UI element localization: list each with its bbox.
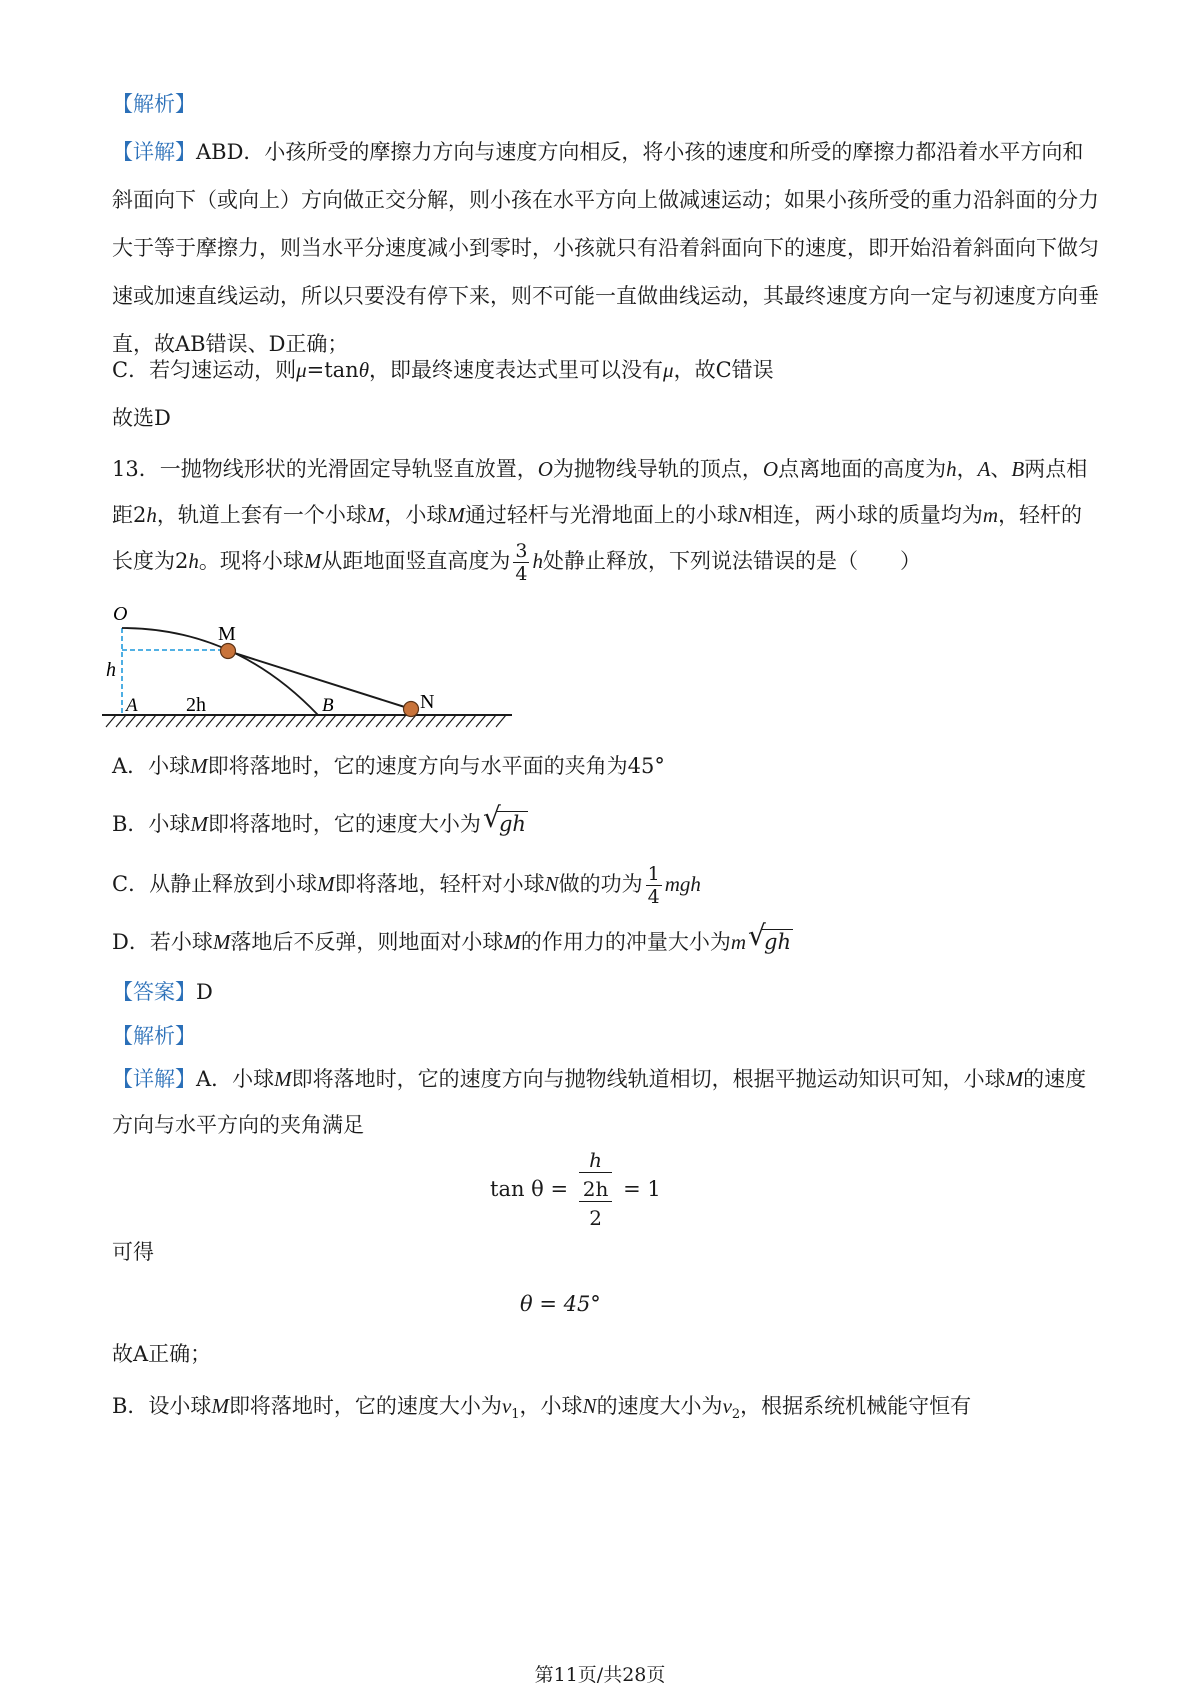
- detail-paragraph-1: [112, 128, 1102, 368]
- sqrt-gh-2: √ gh: [748, 919, 791, 954]
- detail-text: ABD．小孩所受的摩擦力方向与速度方向相反，将小孩的速度和所受的摩擦力都沿着水平方向和斜面向下（或向上）方向做正交分解，则小孩在水平方向上做减速运动；如果小孩所受的重力沿斜面的分力大于等于摩擦力，则当水平分速度减小到零时，小孩就只有沿着斜面向下的速度，即开始沿着斜面向下做匀速或加速直线运动，所以只要没有停下来，则不可能一直做曲线运动，其最终速度方向一定与初速度方向垂直，故AB错误、D正确；: [112, 140, 1099, 356]
- detail-paragraph-b: B．设小球M即将落地时，它的速度大小为$v_1$，小球N的速度大小为$v_2$，根据系统机械能守恒有: [112, 1394, 972, 1423]
- equation-tan-theta: tan θ = h 2h 2 = 1: [490, 1148, 661, 1230]
- fraction-three-quarters: $\frac{3}{4}$: [515, 540, 528, 585]
- section-label-analysis-2: 【解析】: [112, 1024, 196, 1048]
- a-correct-text: 故A正确；: [112, 1342, 212, 1366]
- label-a: A: [126, 695, 138, 716]
- thus-text: 可得: [112, 1240, 154, 1264]
- ball-m: [221, 644, 236, 659]
- section-label-analysis: 【解析】: [112, 92, 196, 116]
- question-13-stem: 13．一抛物线形状的光滑固定导轨竖直放置，O为抛物线导轨的顶点，O点离地面的高度为h，A、B两点相距2h，轨道上套有一个小球M，小球M通过轻杆与光滑地面上的小球N相连，两小球的质量均为m，轻杆的长度为2h。现将小球M从距地面竖直高度为 $\frac{3}{4}$ h处静止释放，下列说法错误的是（ ）: [112, 457, 1088, 585]
- ground-hatching: [106, 715, 506, 727]
- page-footer: 第11页/共28页: [534, 1664, 666, 1686]
- option-c-explanation: C．若匀速运动，则μ=tanθ，即最终速度表达式里可以没有μ，故C错误: [112, 358, 774, 382]
- parabola-track-figure: [100, 598, 530, 738]
- option-a: A．小球M即将落地时，它的速度方向与水平面的夹角为45°: [112, 754, 665, 778]
- label-n: N: [420, 691, 435, 713]
- option-b: B．小球M即将落地时，它的速度大小为 √ gh: [112, 800, 1102, 848]
- label-b: B: [322, 695, 334, 716]
- choose-answer-text: 故选D: [112, 406, 171, 430]
- sqrt-gh: √ gh: [482, 801, 526, 836]
- label-m: M: [218, 623, 236, 645]
- light-rod: [228, 651, 411, 709]
- detail-paragraph-2: 【详解】A．小球M即将落地时，它的速度方向与抛物线轨道相切，根据平抛运动知识可知，小球M的速度方向与水平方向的夹角满足: [112, 1067, 1087, 1137]
- answer-line: 【答案】D: [112, 980, 213, 1004]
- ball-n: [404, 702, 419, 717]
- option-d: D．若小球M落地后不反弹，则地面对小球M的作用力的冲量大小为m √ gh: [112, 918, 1102, 966]
- label-o: O: [113, 603, 128, 625]
- equation-theta-45: θ = 45°: [520, 1292, 601, 1316]
- option-c: C．从静止释放到小球M即将落地，轻杆对小球N做的功为 $\frac{1}{4}$ mgh: [112, 863, 701, 908]
- detail-label: 【详解】: [112, 140, 196, 164]
- label-h: h: [106, 659, 116, 681]
- label-2h: 2h: [186, 694, 206, 716]
- fraction-one-quarter: $\frac{1}{4}$: [647, 863, 660, 908]
